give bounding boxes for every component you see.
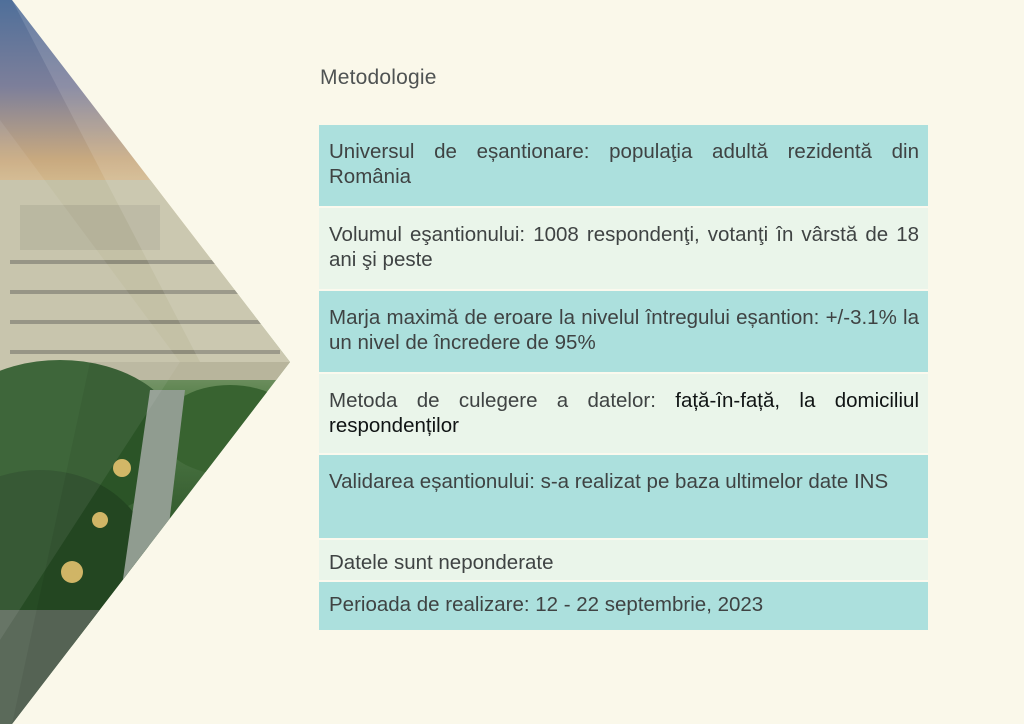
row-period	[319, 582, 928, 630]
row-collection-method	[319, 372, 928, 455]
row-text: Validarea eșantionului: s-a realizat pe baza ultimelor date INS	[329, 470, 889, 493]
row-universe	[319, 125, 928, 206]
page-title: Metodologie	[320, 66, 437, 89]
row-text: Marja maximă de eroare la nivelul întregului eșantion: +/-3.1% la un nivel de încredere de 95%	[329, 306, 919, 354]
row-text: Universul de eșantionare: populaţia adultă rezidentă din România	[329, 140, 919, 188]
row-validation	[319, 455, 928, 538]
row-text: Perioada de realizare: 12 - 22 septembrie, 2023	[329, 593, 764, 616]
row-margin-of-error	[319, 291, 928, 372]
row-text: Datele sunt neponderate	[329, 551, 554, 574]
methodology-list	[319, 125, 928, 630]
row-text: Volumul eşantionului: 1008 respondenţi, votanţi în vârstă de 18 ani şi peste	[329, 223, 919, 271]
row-weighting	[319, 538, 928, 582]
row-label: Metoda de culegere a datelor:	[329, 389, 676, 412]
row-sample-size	[319, 206, 928, 291]
row-value: față-în-față, la domiciliul respondenților	[329, 389, 919, 437]
